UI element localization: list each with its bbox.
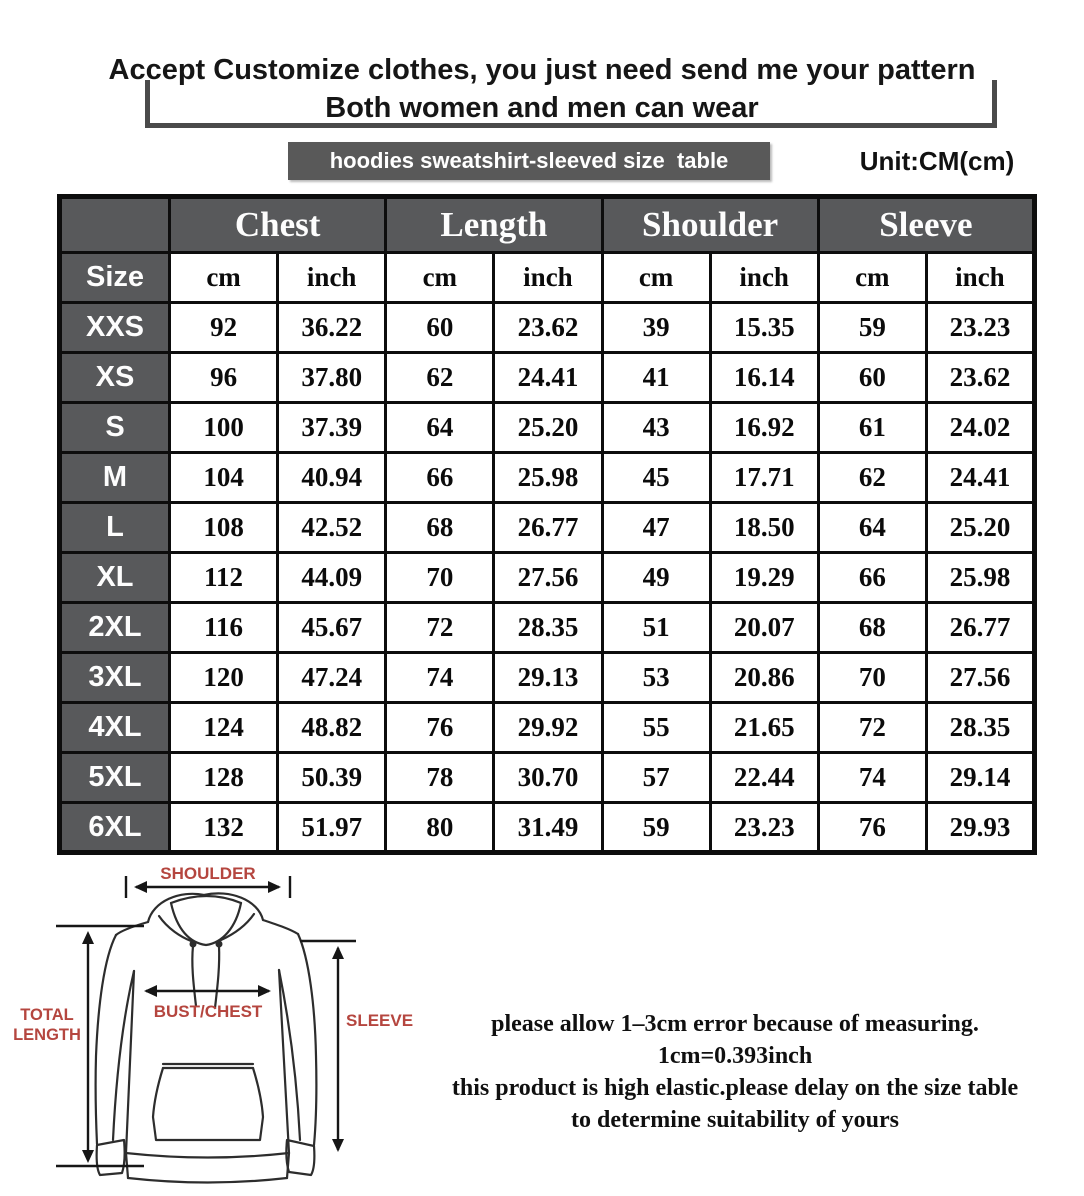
size-header-cell: Size [60, 253, 170, 303]
value-cell: 45 [602, 453, 710, 503]
table-row [60, 353, 1035, 403]
value-cell: 39 [602, 303, 710, 353]
value-cell: 29.14 [926, 753, 1034, 803]
table-row [60, 603, 1035, 653]
value-cell: 43 [602, 403, 710, 453]
size-cell: 3XL [60, 653, 170, 703]
value-cell: 37.39 [278, 403, 386, 453]
size-cell: 6XL [60, 803, 170, 853]
sub-header-cell: cm [818, 253, 926, 303]
value-cell: 60 [386, 303, 494, 353]
value-cell: 26.77 [926, 603, 1034, 653]
value-cell: 28.35 [494, 603, 602, 653]
value-cell: 47.24 [278, 653, 386, 703]
sub-header-row [60, 253, 1035, 303]
value-cell: 70 [386, 553, 494, 603]
value-cell: 45.67 [278, 603, 386, 653]
value-cell: 30.70 [494, 753, 602, 803]
table-row [60, 753, 1035, 803]
table-row [60, 653, 1035, 703]
value-cell: 22.44 [710, 753, 818, 803]
value-cell: 57 [602, 753, 710, 803]
value-cell: 25.98 [494, 453, 602, 503]
footer-note-line: please allow 1–3cm error because of measuring. [491, 1011, 979, 1037]
value-cell: 51.97 [278, 803, 386, 853]
total-length-label-line1: TOTAL [20, 1006, 74, 1024]
value-cell: 18.50 [710, 503, 818, 553]
value-cell: 41 [602, 353, 710, 403]
size-cell: 2XL [60, 603, 170, 653]
hoodie-outline [96, 893, 317, 1182]
value-cell: 64 [818, 503, 926, 553]
value-cell: 36.22 [278, 303, 386, 353]
measurement-arrows [56, 876, 356, 1166]
value-cell: 48.82 [278, 703, 386, 753]
footer-note-line: to determine suitability of yours [571, 1107, 899, 1133]
value-cell: 70 [818, 653, 926, 703]
value-cell: 53 [602, 653, 710, 703]
value-cell: 16.92 [710, 403, 818, 453]
value-cell: 27.56 [494, 553, 602, 603]
size-cell: S [60, 403, 170, 453]
value-cell: 104 [170, 453, 278, 503]
value-cell: 25.20 [926, 503, 1034, 553]
value-cell: 20.07 [710, 603, 818, 653]
value-cell: 21.65 [710, 703, 818, 753]
value-cell: 72 [818, 703, 926, 753]
value-cell: 37.80 [278, 353, 386, 403]
value-cell: 124 [170, 703, 278, 753]
heading-line-2: Both women and men can wear [325, 92, 759, 124]
value-cell: 16.14 [710, 353, 818, 403]
value-cell: 20.86 [710, 653, 818, 703]
group-header-length: Length [386, 197, 602, 253]
value-cell: 76 [386, 703, 494, 753]
value-cell: 17.71 [710, 453, 818, 503]
value-cell: 59 [818, 303, 926, 353]
value-cell: 66 [818, 553, 926, 603]
size-cell: M [60, 453, 170, 503]
table-row [60, 403, 1035, 453]
value-cell: 23.62 [494, 303, 602, 353]
value-cell: 42.52 [278, 503, 386, 553]
value-cell: 28.35 [926, 703, 1034, 753]
table-row [60, 453, 1035, 503]
table-row [60, 553, 1035, 603]
size-cell: XL [60, 553, 170, 603]
value-cell: 66 [386, 453, 494, 503]
value-cell: 49 [602, 553, 710, 603]
diagram-labels [13, 864, 413, 1044]
size-table [57, 194, 1037, 855]
value-cell: 47 [602, 503, 710, 553]
corner-cell [60, 197, 170, 253]
table-row [60, 803, 1035, 853]
value-cell: 59 [602, 803, 710, 853]
arrowheads [82, 881, 344, 1163]
value-cell: 62 [818, 453, 926, 503]
table-row [60, 303, 1035, 353]
value-cell: 78 [386, 753, 494, 803]
value-cell: 29.92 [494, 703, 602, 753]
size-cell: XS [60, 353, 170, 403]
value-cell: 116 [170, 603, 278, 653]
value-cell: 80 [386, 803, 494, 853]
size-cell: 4XL [60, 703, 170, 753]
size-cell: 5XL [60, 753, 170, 803]
value-cell: 112 [170, 553, 278, 603]
sub-header-cell: cm [170, 253, 278, 303]
sub-header-cell: inch [494, 253, 602, 303]
value-cell: 40.94 [278, 453, 386, 503]
value-cell: 74 [386, 653, 494, 703]
value-cell: 55 [602, 703, 710, 753]
value-cell: 23.23 [926, 303, 1034, 353]
value-cell: 50.39 [278, 753, 386, 803]
group-header-row [60, 197, 1035, 253]
value-cell: 74 [818, 753, 926, 803]
sub-header-cell: inch [278, 253, 386, 303]
value-cell: 29.93 [926, 803, 1034, 853]
unit-label: Unit:CM(cm) [859, 146, 1015, 176]
hoodie-measurement-diagram [10, 856, 430, 1196]
group-header-sleeve: Sleeve [818, 197, 1034, 253]
table-row [60, 503, 1035, 553]
shoulder-label: SHOULDER [160, 864, 256, 883]
value-cell: 27.56 [926, 653, 1034, 703]
value-cell: 72 [386, 603, 494, 653]
heading-line-1: Accept Customize clothes, you just need send me your pattern [108, 54, 976, 86]
value-cell: 23.62 [926, 353, 1034, 403]
value-cell: 60 [818, 353, 926, 403]
sleeve-label: SLEEVE [346, 1011, 414, 1030]
total-length-label-line2: LENGTH [13, 1026, 81, 1044]
value-cell: 76 [818, 803, 926, 853]
value-cell: 24.02 [926, 403, 1034, 453]
value-cell: 132 [170, 803, 278, 853]
value-cell: 92 [170, 303, 278, 353]
value-cell: 19.29 [710, 553, 818, 603]
sub-header-cell: cm [386, 253, 494, 303]
size-cell: XXS [60, 303, 170, 353]
value-cell: 100 [170, 403, 278, 453]
value-cell: 31.49 [494, 803, 602, 853]
sub-header-cell: inch [926, 253, 1034, 303]
value-cell: 23.23 [710, 803, 818, 853]
value-cell: 68 [386, 503, 494, 553]
value-cell: 44.09 [278, 553, 386, 603]
value-cell: 24.41 [494, 353, 602, 403]
footer-note [385, 1008, 1084, 1136]
value-cell: 68 [818, 603, 926, 653]
value-cell: 64 [386, 403, 494, 453]
size-cell: L [60, 503, 170, 553]
table-row [60, 703, 1035, 753]
value-cell: 128 [170, 753, 278, 803]
value-cell: 108 [170, 503, 278, 553]
group-header-chest: Chest [170, 197, 386, 253]
value-cell: 25.98 [926, 553, 1034, 603]
value-cell: 24.41 [926, 453, 1034, 503]
value-cell: 15.35 [710, 303, 818, 353]
group-header-shoulder: Shoulder [602, 197, 818, 253]
value-cell: 25.20 [494, 403, 602, 453]
sub-header-cell: cm [602, 253, 710, 303]
value-cell: 26.77 [494, 503, 602, 553]
bust-chest-label: BUST/CHEST [153, 1002, 263, 1021]
footer-note-line: this product is high elastic.please delay on the size table [451, 1075, 1019, 1101]
value-cell: 96 [170, 353, 278, 403]
value-cell: 51 [602, 603, 710, 653]
footer-note-line: 1cm=0.393inch [657, 1043, 813, 1069]
sub-header-cell: inch [710, 253, 818, 303]
value-cell: 61 [818, 403, 926, 453]
size-table-title-bar: hoodies sweatshirt-sleeved size table [288, 142, 770, 180]
value-cell: 62 [386, 353, 494, 403]
value-cell: 29.13 [494, 653, 602, 703]
value-cell: 120 [170, 653, 278, 703]
